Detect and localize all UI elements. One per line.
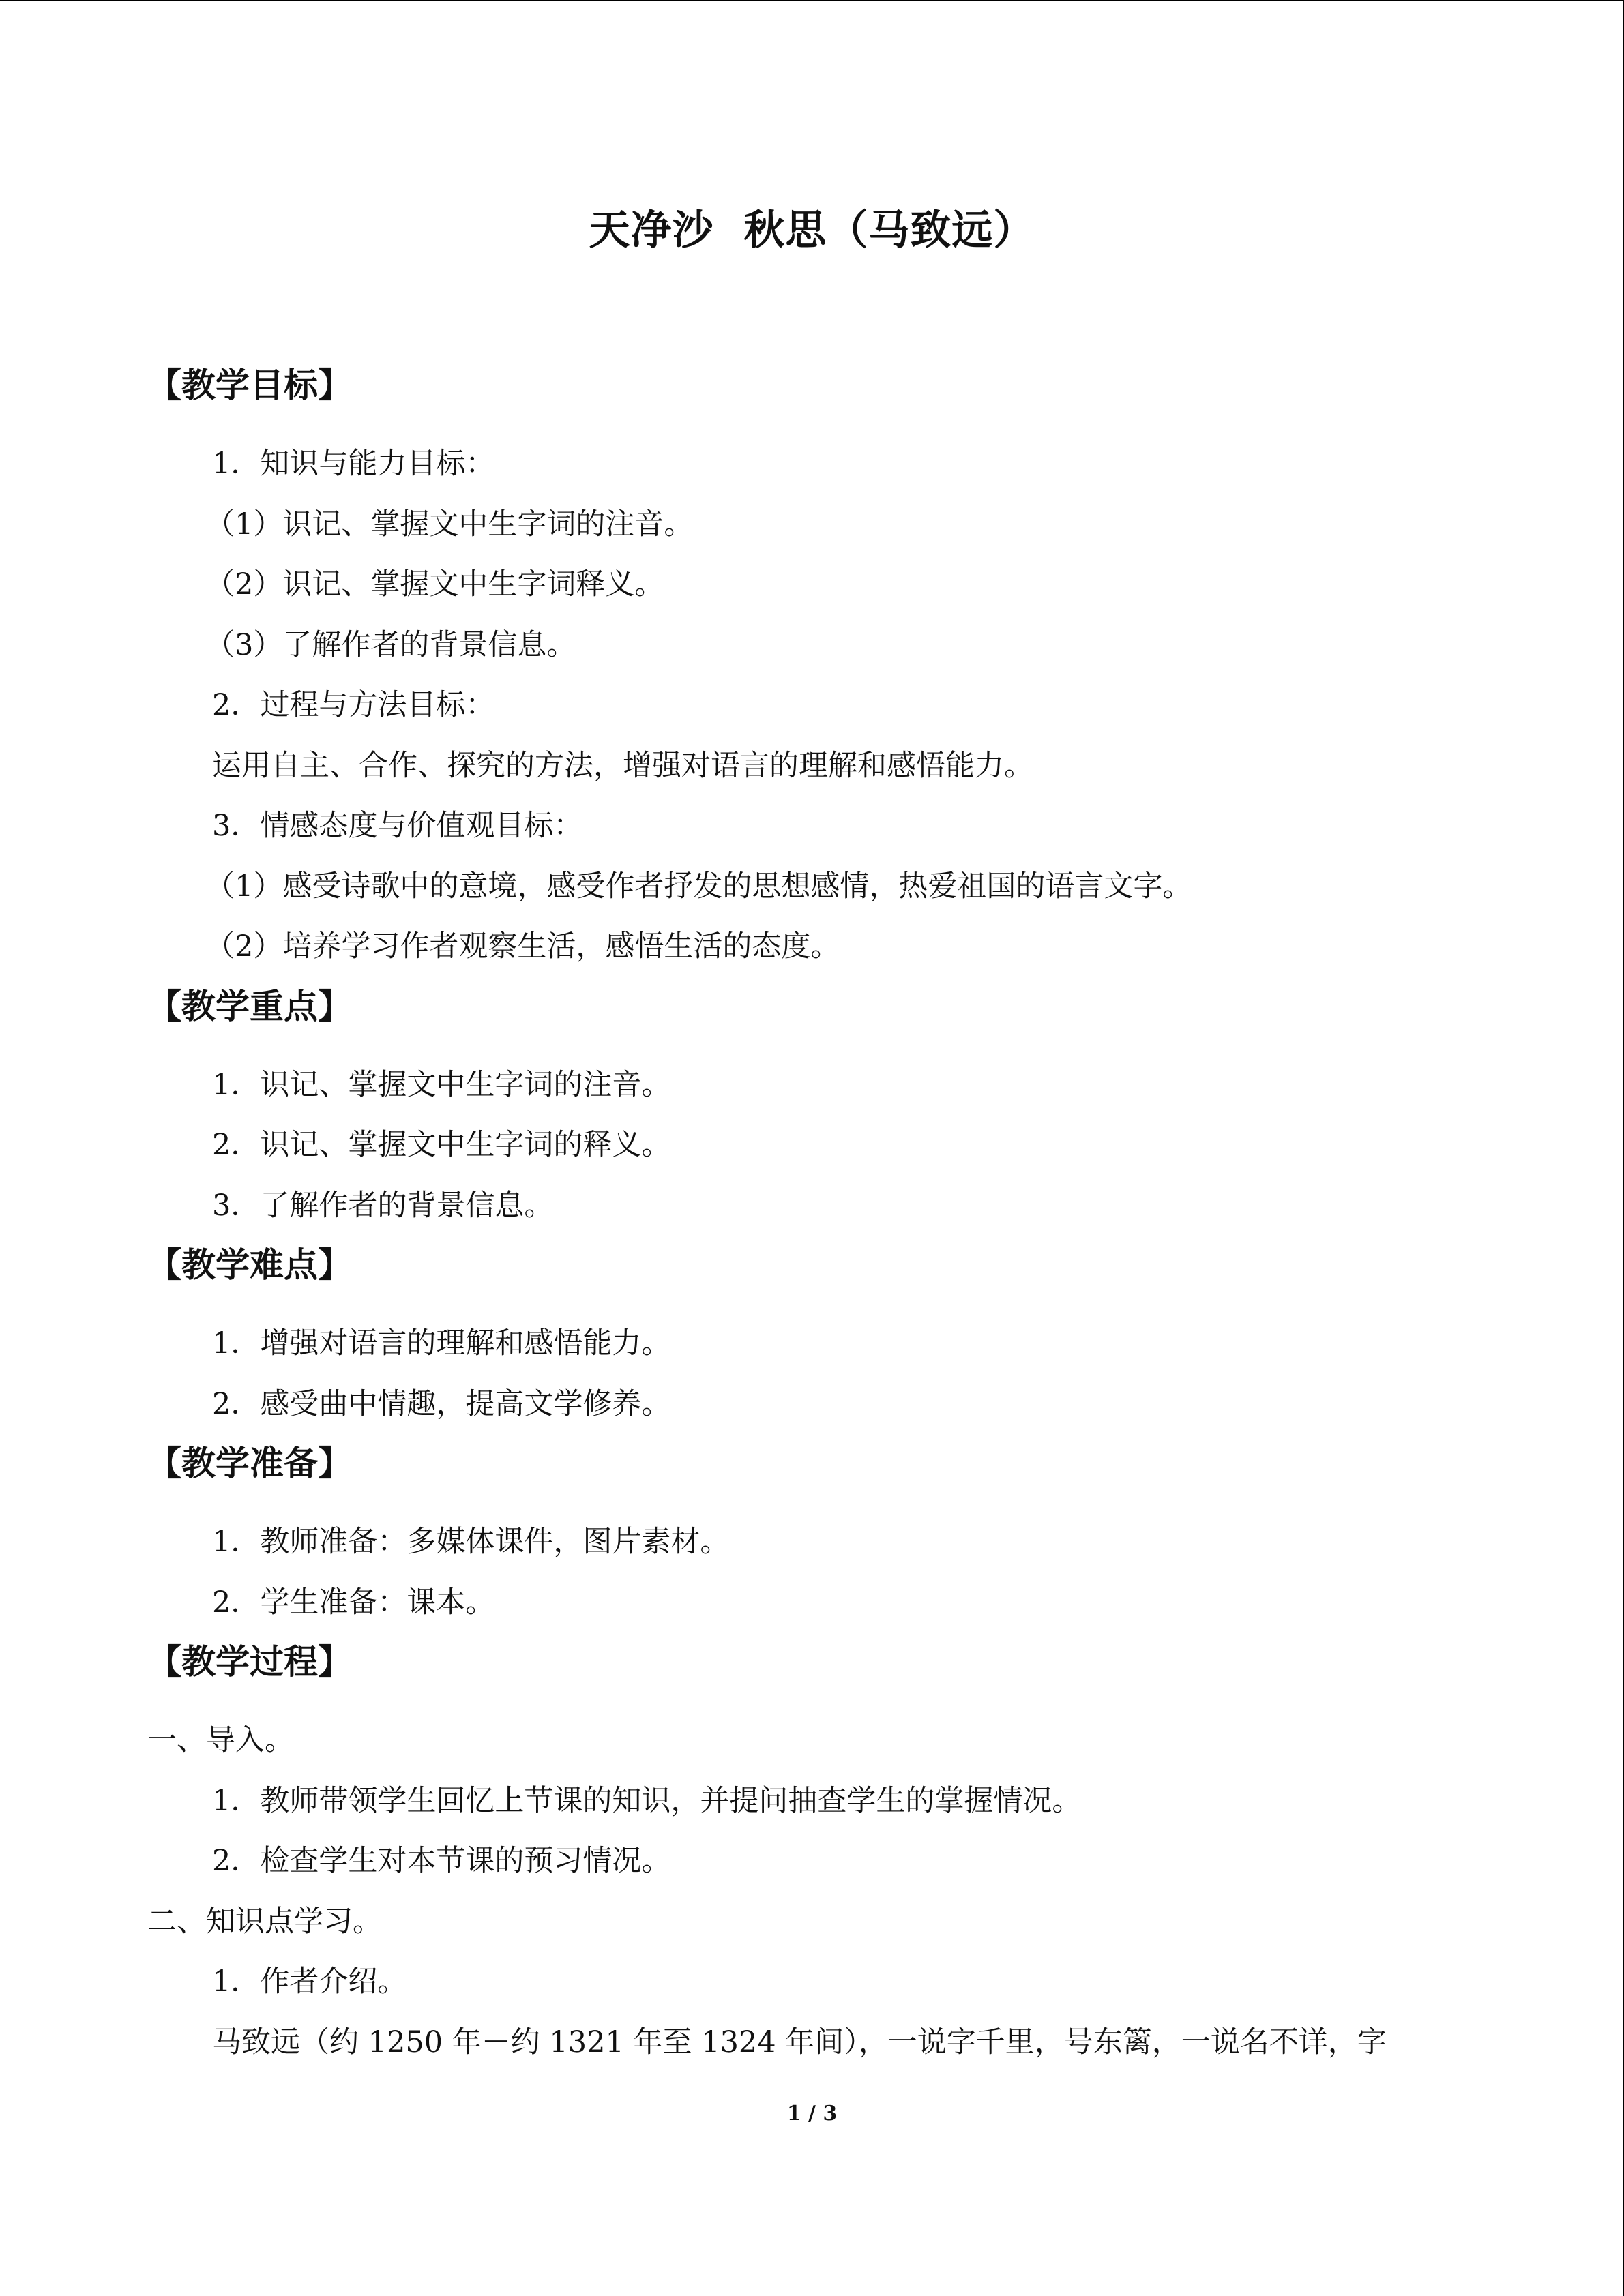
key-points-line: 1．识记、掌握文中生字词的注音。 (212, 1067, 671, 1102)
goals-line: 1．知识与能力目标： (212, 447, 495, 481)
section-heading-preparation: 【教学准备】 (147, 1444, 352, 1483)
preparation-line: 1．教师准备：多媒体课件，图片素材。 (212, 1525, 730, 1559)
difficulties-line: 2．感受曲中情趣，提高文学修养。 (212, 1386, 671, 1421)
goals-line: （2）识记、掌握文中生字词释义。 (205, 567, 664, 601)
difficulties-line: 1．增强对语言的理解和感悟能力。 (212, 1326, 671, 1360)
goals-line: 2．过程与方法目标： (212, 688, 495, 722)
key-points-line: 3．了解作者的背景信息。 (212, 1188, 554, 1223)
page-number: 1 / 3 (786, 2102, 838, 2126)
process-line: 马致远（约 1250 年－约 1321 年至 1324 年间），一说字千里，号东篱，一说名不详，字 (212, 2025, 1387, 2059)
goals-line: （1）识记、掌握文中生字词的注音。 (205, 507, 694, 541)
preparation-line: 2．学生准备：课本。 (212, 1585, 495, 1620)
goals-line: （1）感受诗歌中的意境，感受作者抒发的思想感情，热爱祖国的语言文字。 (205, 869, 1192, 904)
goals-line: （3）了解作者的背景信息。 (205, 627, 576, 662)
process-line: 2．检查学生对本节课的预习情况。 (212, 1844, 671, 1878)
section-heading-difficulties: 【教学难点】 (147, 1245, 352, 1285)
section-heading-key-points: 【教学重点】 (147, 986, 352, 1026)
document-body (147, 356, 1484, 2072)
document-title: 天净沙 秋思（马致远） (589, 207, 1035, 254)
section-heading-goals: 【教学目标】 (147, 366, 352, 405)
process-line: 二、知识点学习。 (147, 1904, 382, 1939)
goals-line: 运用自主、合作、探究的方法，增强对语言的理解和感悟能力。 (212, 748, 1033, 783)
goals-line: 3．情感态度与价值观目标： (212, 809, 583, 843)
section-heading-process: 【教学过程】 (147, 1642, 352, 1682)
process-line: 1．教师带领学生回忆上节课的知识，并提问抽查学生的掌握情况。 (212, 1783, 1082, 1818)
process-line: 1．作者介绍。 (212, 1965, 407, 1999)
goals-line: （2）培养学习作者观察生活，感悟生活的态度。 (205, 929, 840, 964)
process-line: 一、导入。 (147, 1723, 294, 1757)
key-points-line: 2．识记、掌握文中生字词的释义。 (212, 1128, 671, 1162)
